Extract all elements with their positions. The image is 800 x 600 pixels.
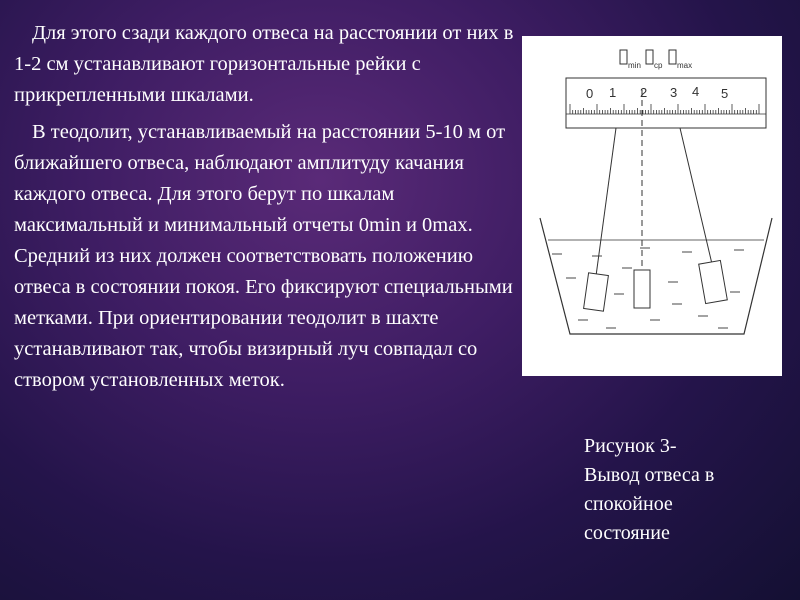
scale-number-5: 5 [721,86,729,101]
scale-ticks [566,104,766,114]
caption-line-1: Рисунок 3- [584,435,677,457]
scale-number-0: 0 [586,86,594,101]
caption-line-3: спокойное [584,493,673,515]
label-max: max [677,61,693,70]
theta-symbol-cp [646,50,653,64]
figure-caption [584,432,784,548]
scale-rail [566,78,766,128]
caption-line-4: состояние [584,522,670,544]
right-wire [680,128,712,264]
theta-symbol-min [620,50,627,64]
paragraph-1: Для этого сзади каждого отвеса на расстоянии от них в 1-2 см устанавливают горизонтальные рейки с прикрепленными шкалами. [14,22,514,106]
scale-number-2: 2 [640,85,648,100]
paragraph-2: В теодолит, устанавливаемый на расстоянии 5-10 м от ближайшего отвеса, наблюдают амплитуду качания каждого отвеса. Для этого берут по шкалам максимальный и минимальный отчеты 0min и 0max. Средний из них должен соответствовать положению отвеса в состоянии покоя. Его фиксируют специальными метками. При ориентировании теодолит в шахте устанавливают так, чтобы визирный луч совпадал со створом установленных меток. [14,121,513,391]
left-wire [596,128,616,276]
scale-number-1: 1 [609,85,617,100]
right-plumb-bob [699,260,728,303]
scale-number-4: 4 [692,84,700,99]
label-cp: cp [654,61,663,70]
plumb-bob-figure [522,36,782,376]
caption-line-2: Вывод отвеса в [584,464,715,486]
theta-symbol-max [669,50,676,64]
center-plumb-bob [634,270,650,308]
main-text [14,18,514,402]
plumb-bob-diagram [522,36,782,376]
left-plumb-bob [584,273,609,311]
scale-number-3: 3 [670,85,678,100]
label-min: min [628,61,641,70]
vessel [540,218,772,334]
